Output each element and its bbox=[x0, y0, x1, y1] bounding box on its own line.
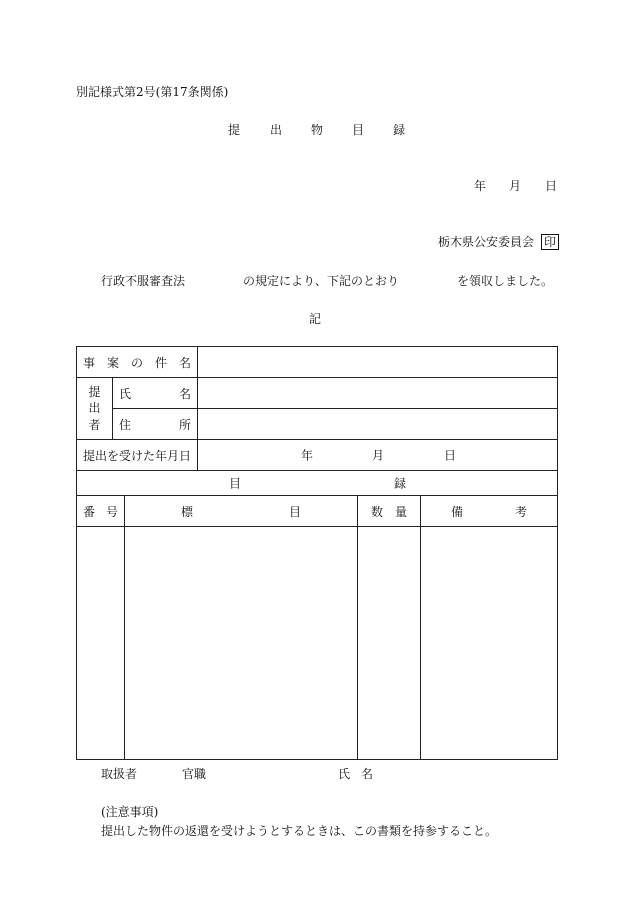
submitter-label: 提 出 者 bbox=[77, 378, 113, 440]
date-month: 月 bbox=[509, 179, 522, 193]
list-header bbox=[77, 471, 558, 496]
remarks-column-cell[interactable] bbox=[421, 527, 558, 760]
title-char: 出 bbox=[270, 123, 283, 137]
col-number-header: 番 号 bbox=[77, 496, 125, 527]
title-char: 物 bbox=[311, 123, 324, 137]
notes-heading: (注意事項) bbox=[101, 805, 159, 819]
column-header-row bbox=[77, 496, 558, 527]
case-name-label: 事 案 の 件 名 bbox=[77, 347, 198, 378]
received-year: 年 bbox=[301, 448, 314, 463]
notes-text: 提出した物件の返還を受けようとするときは、この書類を持参すること。 bbox=[101, 824, 498, 838]
case-name-field[interactable] bbox=[198, 347, 558, 378]
seal-mark: 印 bbox=[541, 234, 559, 250]
received-date-field[interactable] bbox=[198, 440, 558, 471]
submitter-name-row bbox=[77, 378, 558, 409]
col-item-header: 標 目 bbox=[125, 496, 358, 527]
list-header-right: 録 bbox=[394, 476, 407, 491]
col-quantity-header: 数 量 bbox=[358, 496, 421, 527]
quantity-column-cell[interactable] bbox=[358, 527, 421, 760]
item-list-body bbox=[77, 527, 558, 760]
statement-part2: の規定により、下記のとおり bbox=[243, 274, 400, 288]
number-column-cell[interactable] bbox=[77, 527, 125, 760]
form-number: 別記様式第2号(第17条関係) bbox=[76, 85, 229, 99]
handler-name-char: 氏 bbox=[338, 767, 351, 781]
title-char: 録 bbox=[393, 123, 406, 137]
statement-part1: 行政不服審査法 bbox=[101, 274, 186, 288]
title-char: 目 bbox=[352, 123, 365, 137]
case-name-row bbox=[77, 347, 558, 378]
received-month: 月 bbox=[372, 448, 385, 463]
address-field[interactable] bbox=[198, 409, 558, 440]
name-label: 氏 名 bbox=[113, 378, 198, 409]
list-header-left: 目 bbox=[229, 476, 242, 491]
item-column-cell[interactable] bbox=[125, 527, 358, 760]
addressee: 栃木県公安委員会 bbox=[438, 235, 535, 249]
name-field[interactable] bbox=[198, 378, 558, 409]
address-label: 住 所 bbox=[113, 409, 198, 440]
col-remarks-header: 備 考 bbox=[421, 496, 558, 527]
submitter-address-row bbox=[77, 409, 558, 440]
received-day: 日 bbox=[444, 448, 457, 463]
date-day: 日 bbox=[545, 179, 558, 193]
submission-table bbox=[76, 346, 558, 760]
handler-name-char: 名 bbox=[361, 767, 374, 781]
title-char: 提 bbox=[228, 123, 241, 137]
received-date-label: 提出を受けた年月日 bbox=[77, 440, 198, 471]
handler-position: 官職 bbox=[182, 767, 207, 781]
received-date-row bbox=[77, 440, 558, 471]
handler-label: 取扱者 bbox=[101, 767, 138, 781]
statement-part3: を領収しました。 bbox=[457, 274, 554, 288]
date-year: 年 bbox=[474, 179, 487, 193]
list-header-row bbox=[77, 471, 558, 496]
ki-heading: 記 bbox=[309, 312, 322, 326]
